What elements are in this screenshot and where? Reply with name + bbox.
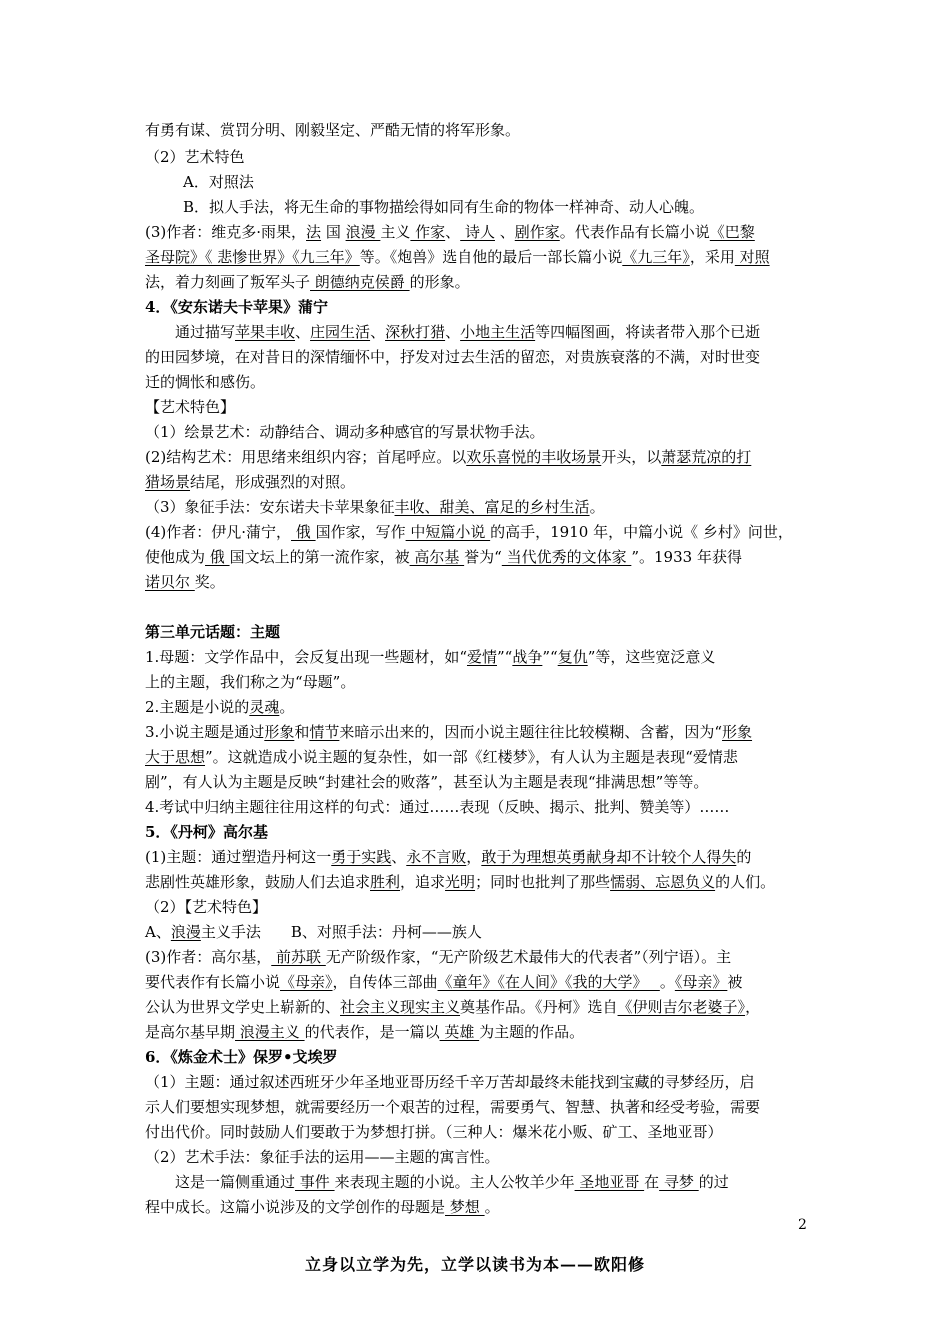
text-line <box>145 118 810 142</box>
text-line <box>145 570 810 594</box>
section-heading <box>145 1045 810 1069</box>
text-run: 国 <box>321 223 346 241</box>
text-line <box>145 370 810 394</box>
text-run: 奠基作品。《丹柯》选自 <box>460 998 618 1016</box>
text-run: (3)作者：高尔基， <box>145 948 272 966</box>
text-run: （2）艺术特色 <box>145 148 245 166</box>
underlined-answer: 勇于实践 <box>331 848 392 866</box>
text-line <box>145 895 810 919</box>
text-line <box>145 520 810 544</box>
text-run: 、 <box>295 323 311 341</box>
underlined-answer: 法 <box>306 223 322 241</box>
underlined-answer: 俄 <box>291 523 316 541</box>
underlined-answer: 萧瑟荒凉的打 <box>661 448 752 466</box>
text-line <box>145 1020 810 1044</box>
text-run: （1）主题：通过叙述西班牙少年圣地亚哥历经千辛万苦却最终未能找到宝藏的寻梦经历，启 <box>145 1073 755 1091</box>
text-run: 这是一篇侧重通过 <box>175 1173 296 1191</box>
text-run: 有勇有谋、赏罚分明、刚毅坚定、严酷无情的将军形象。 <box>145 121 521 139</box>
text-run: 。 <box>484 1198 500 1216</box>
text-run: （2）艺术手法：象征手法的运用——主题的寓言性。 <box>145 1148 500 1166</box>
underlined-answer: 圣地亚哥 <box>574 1173 645 1191</box>
underlined-answer: 社会主义现实主义 <box>340 998 461 1016</box>
text-line <box>145 170 848 194</box>
text-line <box>145 970 810 994</box>
text-run: 迁的惆怅和感伤。 <box>145 373 266 391</box>
underlined-answer: 圣母院》《 悲惨世界》《九三年》 <box>145 248 360 266</box>
text-line <box>145 645 810 669</box>
text-run: ；同时也批判了那些 <box>475 873 611 891</box>
text-line <box>145 320 840 344</box>
text-run: 通过描写 <box>175 323 236 341</box>
underlined-answer: 苹果丰收 <box>235 323 296 341</box>
text-run: 、 <box>494 223 515 241</box>
text-line <box>145 420 810 444</box>
underlined-answer: 《母亲》 <box>280 973 333 991</box>
text-run: (3)作者：维克多·雨果， <box>145 223 307 241</box>
text-run: 2.主题是小说的 <box>145 698 250 716</box>
underlined-answer: 敢于为理想英勇献身却不计较个人得失 <box>481 848 737 866</box>
text-run: 公认为世界文学史上崭新的、 <box>145 998 341 1016</box>
text-run: 【艺术特色】 <box>145 398 236 416</box>
underlined-answer: 梦想 <box>445 1198 485 1216</box>
text-run: 、 <box>370 323 386 341</box>
underlined-answer: 永不言败 <box>406 848 467 866</box>
underlined-answer: 诗人 <box>460 223 495 241</box>
text-run: 4.考试中归纳主题往往用这样的句式：通过……表现（反映、揭示、批判、赞美等）…… <box>145 798 730 816</box>
underlined-answer: 大于思想 <box>145 748 206 766</box>
underlined-answer: 战争 <box>512 648 543 666</box>
text-run: ”“ <box>542 648 558 666</box>
text-line <box>145 545 810 569</box>
text-run: 誉为“ <box>464 548 502 566</box>
text-line <box>145 220 810 244</box>
text-run: 开头，以 <box>601 448 662 466</box>
text-run: B．拟人手法，将无生命的事物描绘得如同有生命的物体一样神奇、动人心魄。 <box>183 198 705 216</box>
underlined-answer: 灵魂 <box>249 698 280 716</box>
section-heading <box>145 620 810 644</box>
underlined-answer: 前苏联 <box>271 948 326 966</box>
underlined-answer: 庄园生活 <box>310 323 371 341</box>
text-run: 的人们。 <box>715 873 776 891</box>
text-run: 等。《炮兽》选自他的最后一部长篇小说 <box>359 248 623 266</box>
text-run: 要代表作有长篇小说 <box>145 973 281 991</box>
text-run: 奖。 <box>194 573 225 591</box>
text-run: (2)结构艺术：用思绪来组织内容；首尾呼应。以 <box>145 448 467 466</box>
underlined-answer: 对照 <box>734 248 770 266</box>
underlined-answer: 俄 <box>205 548 230 566</box>
text-run: 无产阶级作家，“无产阶级艺术最伟大的代表者”（列宁语）。主 <box>325 948 732 966</box>
underlined-answer: 《母亲》 <box>674 973 728 991</box>
text-run: 的田园梦境，在对昔日的深情缅怀中，抒发对过去生活的留恋，对贵族衰落的不满，对时世变 <box>145 348 761 366</box>
text-run: 付出代价。同时鼓励人们要敢于为梦想打拼。（三种人：爆米花小贩、矿工、圣地亚哥） <box>145 1123 723 1141</box>
text-line <box>145 445 810 469</box>
text-line <box>145 920 810 944</box>
text-line <box>145 945 810 969</box>
text-run: ， <box>745 998 761 1016</box>
underlined-answer: 作家 <box>410 223 446 241</box>
text-line <box>145 270 810 294</box>
text-run: 3.小说主题是通过 <box>145 723 265 741</box>
text-run: 剧”，有人认为主题是反映“封建社会的败落”，甚至认为主题是表现“排满思想”等等。 <box>145 773 709 791</box>
text-line <box>145 995 810 1019</box>
text-run: 被 <box>727 973 743 991</box>
text-run: 、 <box>445 323 461 341</box>
text-line <box>145 245 810 269</box>
text-run: ”等，这些宽泛意义 <box>587 648 716 666</box>
text-run: ”“ <box>497 648 513 666</box>
text-run: 的形象。 <box>409 273 470 291</box>
text-line <box>145 745 810 769</box>
text-line <box>145 345 810 369</box>
text-run: 来暗示出来的，因而小说主题往往比较模糊、含蓄，因为“ <box>339 723 723 741</box>
underlined-answer: 浪漫主义 <box>235 1023 305 1041</box>
text-line <box>145 1170 840 1194</box>
underlined-answer: 当代优秀的文体家 <box>501 548 632 566</box>
text-run: 国作家，写作 <box>315 523 406 541</box>
text-run: 、 <box>445 223 461 241</box>
text-run: 等四幅图画，将读者带入那个已逝 <box>535 323 761 341</box>
text-run: (1)主题：通过塑造丹柯这一 <box>145 848 332 866</box>
text-run: A、 <box>145 923 171 941</box>
text-run: 。 <box>589 498 605 516</box>
text-run: 。代表作品有长篇小说 <box>559 223 710 241</box>
text-run: （1）绘景艺术：动静结合、调动多种感官的写景状物手法。 <box>145 423 545 441</box>
text-run: 法，着力刻画了叛军头子 <box>145 273 311 291</box>
text-run: 的过 <box>698 1173 729 1191</box>
underlined-answer: 诺贝尔 <box>145 573 195 591</box>
underlined-answer: 小地主生活 <box>460 323 536 341</box>
underlined-answer: 《九三年》 <box>622 248 690 266</box>
text-run: 悲剧性英雄形象，鼓励人们去追求 <box>145 873 371 891</box>
text-run: 的高手，1910 年，中篇小说《 乡村》问世， <box>490 523 793 541</box>
text-line <box>145 1145 810 1169</box>
text-line <box>145 145 810 169</box>
text-run: 上的主题，我们称之为“母题”。 <box>145 673 356 691</box>
underlined-answer: 中短篇小说 <box>405 523 491 541</box>
text-run: 主义手法 B、对照手法：丹柯——族人 <box>200 923 482 941</box>
text-line <box>145 795 810 819</box>
text-line <box>145 495 810 519</box>
text-run: ”。这就造成小说主题的复杂性，如一部《红楼梦》，有人认为主题是表现“爱情悲 <box>205 748 738 766</box>
underlined-answer: 爱情 <box>466 648 497 666</box>
underlined-answer: 浪漫 <box>170 923 201 941</box>
text-run: 主义 <box>380 223 411 241</box>
text-run: 6．《炼金术士》保罗•戈埃罗 <box>145 1048 338 1066</box>
underlined-answer: 朗德纳克侯爵 <box>310 273 410 291</box>
text-line <box>145 1195 810 1219</box>
text-line <box>145 695 810 719</box>
text-line <box>145 1070 810 1094</box>
text-line <box>145 845 810 869</box>
text-run: 来表现主题的小说。主人公牧羊少年 <box>334 1173 575 1191</box>
text-run: 5．《丹柯》高尔基 <box>145 823 268 841</box>
page-number: 2 <box>798 1217 807 1233</box>
text-run: 。 <box>279 698 295 716</box>
text-line <box>145 470 810 494</box>
underlined-answer: 光明 <box>445 873 476 891</box>
text-run: 1.母题：文学作品中，会反复出现一些题材，如“ <box>145 648 467 666</box>
text-run: 的代表作，是一篇以 <box>304 1023 440 1041</box>
text-run: A．对照法 <box>183 173 254 191</box>
text-run: （2）【艺术特色】 <box>145 898 268 916</box>
underlined-answer: 欢乐喜悦的丰收场景 <box>466 448 602 466</box>
text-run: 使他成为 <box>145 548 206 566</box>
text-line <box>145 195 848 219</box>
text-line <box>145 720 810 744</box>
text-run: 、 <box>391 848 407 866</box>
underlined-answer: 复仇 <box>557 648 588 666</box>
underlined-answer: 英雄 <box>439 1023 480 1041</box>
page-footer-quote: 立身以立学为先，立学以读书为本——欧阳修 <box>304 1255 645 1274</box>
underlined-answer: 猎场景 <box>145 473 191 491</box>
underlined-answer: 寻梦 <box>659 1173 699 1191</box>
text-run: 结尾，形成强烈的对照。 <box>190 473 356 491</box>
text-run: 是高尔基早期 <box>145 1023 236 1041</box>
underlined-answer: 高尔基 <box>409 548 465 566</box>
text-line <box>145 670 810 694</box>
section-heading <box>145 820 810 844</box>
text-line <box>145 1095 810 1119</box>
underlined-answer: 《伊则吉尔老婆子》 <box>617 998 746 1016</box>
underlined-answer: 形象 <box>722 723 753 741</box>
text-run: （3）象征手法：安东诺夫卡苹果象征 <box>145 498 395 516</box>
text-run: (4)作者：伊凡·蒲宁， <box>145 523 292 541</box>
text-line <box>145 770 810 794</box>
underlined-answer: 丰收、甜美、富足的乡村生活 <box>394 498 590 516</box>
text-run: 第三单元话题：主题 <box>145 623 281 641</box>
text-line <box>145 870 810 894</box>
underlined-answer: 深秋打猎 <box>385 323 446 341</box>
section-heading <box>145 295 810 319</box>
text-run: ，自传体三部曲 <box>332 973 438 991</box>
text-run: 国文坛上的第一流作家，被 <box>229 548 410 566</box>
text-run: 的 <box>736 848 752 866</box>
text-run: 在 <box>644 1173 660 1191</box>
text-run: 和 <box>294 723 310 741</box>
underlined-answer: 浪漫 <box>345 223 381 241</box>
underlined-answer: 形象 <box>264 723 295 741</box>
text-run: 为主题的作品。 <box>479 1023 585 1041</box>
underlined-answer: 《巴黎 <box>709 223 755 241</box>
underlined-answer: 情节 <box>309 723 340 741</box>
underlined-answer: 《童年》《在人间》《我的大学》 <box>437 973 660 991</box>
text-run: ”。1933 年获得 <box>631 548 742 566</box>
text-run: ，追求 <box>400 873 446 891</box>
text-line <box>145 395 810 419</box>
text-run: ，采用 <box>689 248 735 266</box>
underlined-answer: 懦弱、忘恩负义 <box>610 873 716 891</box>
text-run: 程中成长。这篇小说涉及的文学创作的母题是 <box>145 1198 446 1216</box>
underlined-answer: 剧作家 <box>514 223 560 241</box>
text-line <box>145 1120 810 1144</box>
underlined-answer: 胜利 <box>370 873 401 891</box>
text-run: ， <box>466 848 482 866</box>
text-run: 4．《安东诺夫卡苹果》蒲宁 <box>145 298 328 316</box>
underlined-answer: 事件 <box>295 1173 335 1191</box>
text-run: 示人们要想实现梦想，就需要经历一个艰苦的过程，需要勇气、智慧、执著和经受考验，需要 <box>145 1098 761 1116</box>
text-run: 。 <box>659 973 675 991</box>
